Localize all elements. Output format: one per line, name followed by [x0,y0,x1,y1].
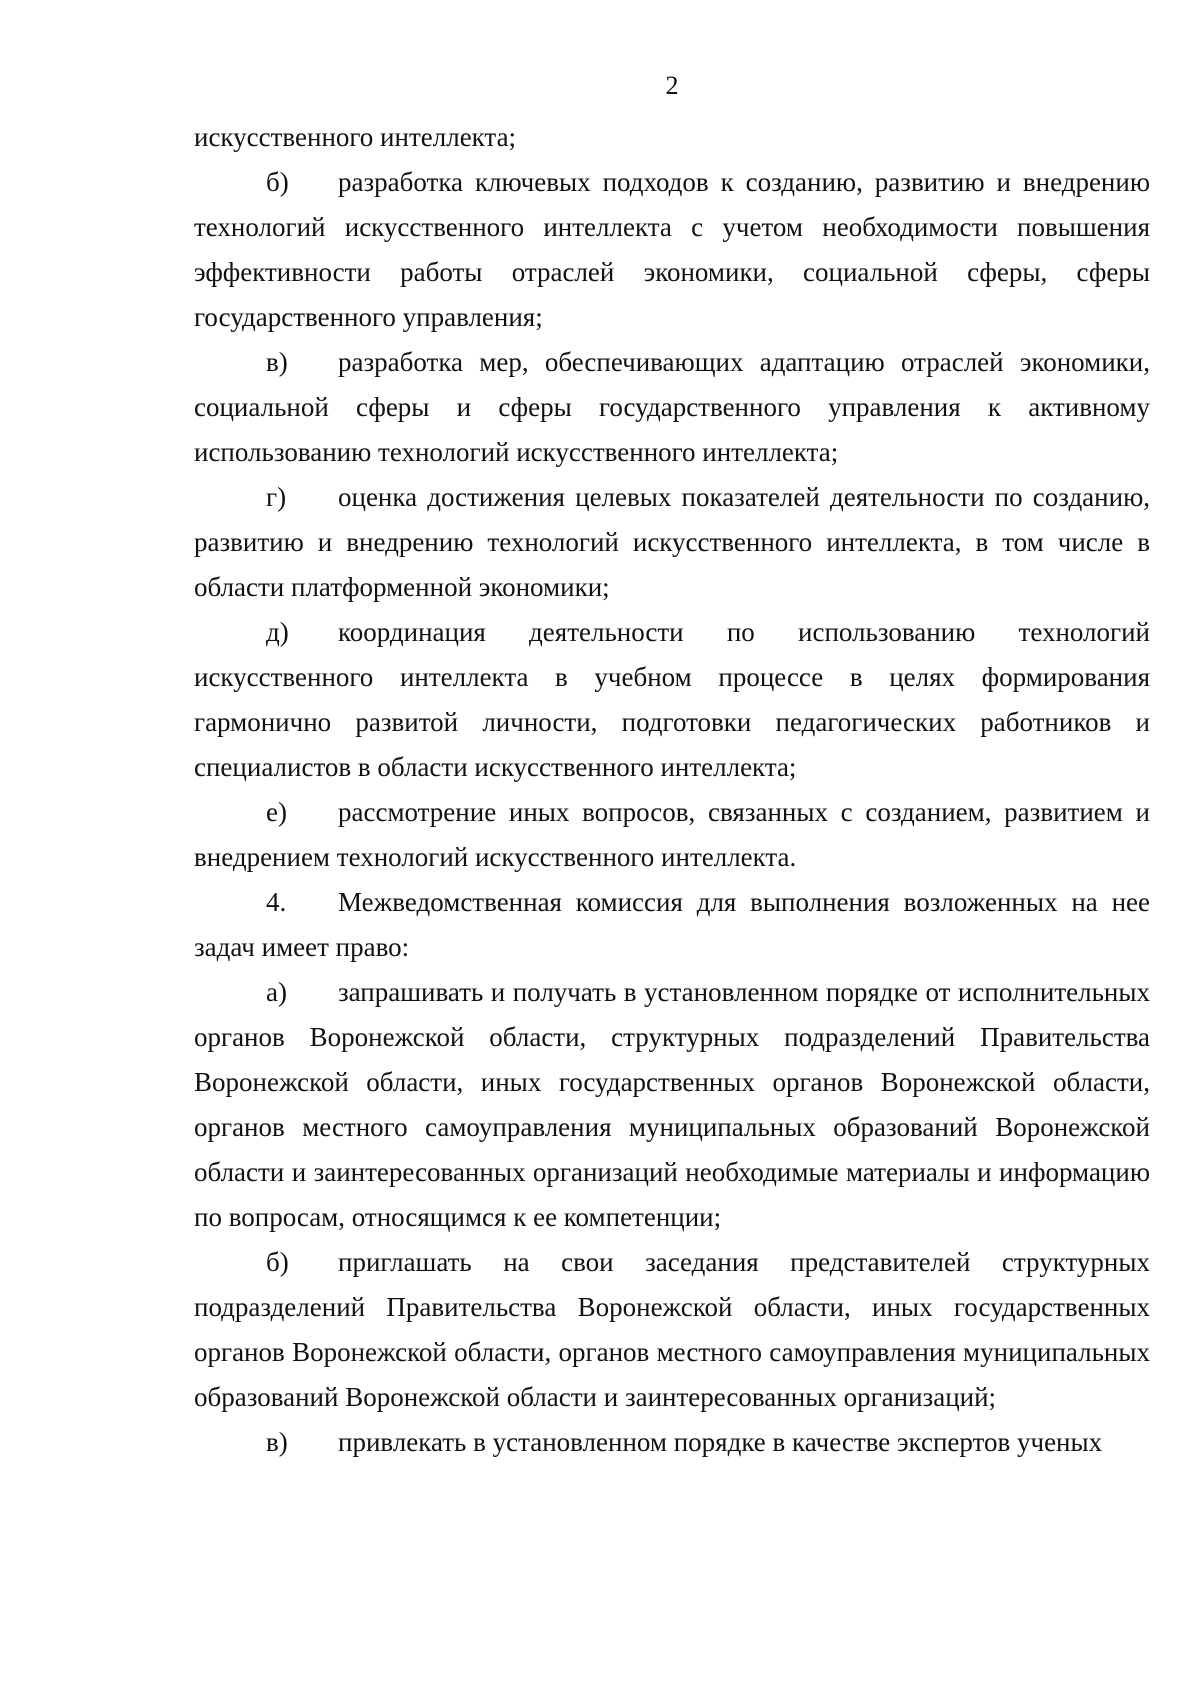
paragraph-text: Межведомственная комиссия для выполнения возложенных на нее задач имеет право: [194,887,1150,962]
paragraph-text: разработка ключевых подходов к созданию, развитию и внедрению технологий искусственного интеллекта с учетом необходимости повышения эффективности работы отраслей экономики, социальной сферы, сферы государственного управления; [194,167,1150,332]
section-number: 4. [266,887,287,917]
list-marker: д) [266,617,289,647]
paragraph-text: запрашивать и получать в установленном порядке от исполнительных органов Воронежской области, структурных подразделений Правительства Воронежской области, иных государственных органов Воронежской области, органов местного самоуправления муниципальных образований Воронежской области и заинтересованных организаций необходимые материалы и информацию по вопросам, относящимся к ее компетенции; [194,977,1150,1232]
paragraph-text: привлекать в установленном порядке в качестве экспертов ученых [338,1427,1103,1457]
list-item-g [194,475,1150,610]
list-item-b-rights [194,1240,1150,1420]
paragraph-text: приглашать на свои заседания представителей структурных подразделений Правительства Воронежской области, иных государственных органов Воронежской области, органов местного самоуправления муниципальных образований Воронежской области и заинтересованных организаций; [194,1247,1150,1412]
paragraph-text: координация деятельности по использованию технологий искусственного интеллекта в учебном процессе в целях формирования гармонично развитой личности, подготовки педагогических работников и специалистов в области искусственного интеллекта; [194,617,1150,782]
page-number: 2 [665,71,679,100]
list-marker: б) [266,1247,289,1277]
list-marker: а) [266,977,287,1007]
list-marker: в) [266,1427,288,1457]
list-marker: г) [266,482,287,512]
paragraph-text: рассмотрение иных вопросов, связанных с созданием, развитием и внедрением технологий искусственного интеллекта. [194,797,1150,872]
paragraph-text: оценка достижения целевых показателей деятельности по созданию, развитию и внедрению технологий искусственного интеллекта, в том числе в области платформенной экономики; [194,482,1150,602]
paragraph-text: искусственного интеллекта; [194,122,517,152]
list-item-v [194,340,1150,475]
list-item-b [194,160,1150,340]
list-marker: е) [266,797,287,827]
list-marker: в) [266,347,288,377]
paragraph-continuation [194,115,1150,160]
paragraph-text: разработка мер, обеспечивающих адаптацию отраслей экономики, социальной сферы и сферы государственного управления к активному использованию технологий искусственного интеллекта; [194,347,1150,467]
list-item-e [194,790,1150,880]
list-item-a [194,970,1150,1240]
list-marker: б) [266,167,289,197]
section-4 [194,880,1150,970]
list-item-d [194,610,1150,790]
document-body [194,115,1150,1465]
list-item-v-rights [194,1420,1150,1465]
